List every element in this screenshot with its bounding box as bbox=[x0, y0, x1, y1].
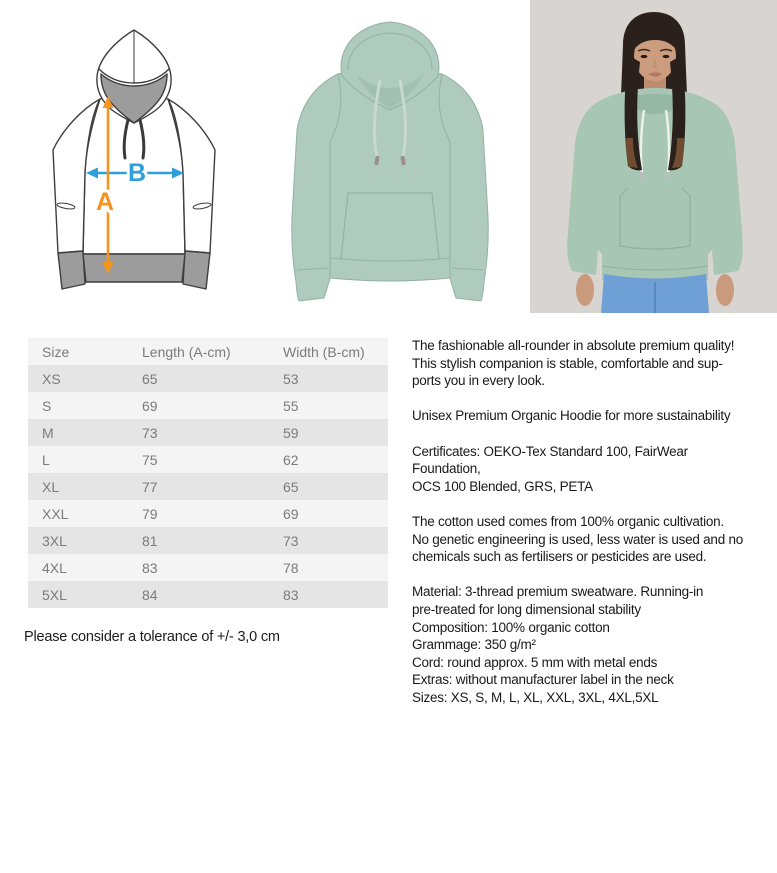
width-cell: 83 bbox=[283, 586, 299, 603]
length-cell: 73 bbox=[142, 424, 158, 441]
table-row bbox=[28, 419, 388, 446]
size-table bbox=[28, 338, 388, 608]
length-cell: 75 bbox=[142, 451, 158, 468]
table-row bbox=[28, 581, 388, 608]
length-cell: 77 bbox=[142, 478, 158, 495]
description-line: Extras: without manufacturer label in the neck bbox=[412, 672, 674, 688]
length-cell: 79 bbox=[142, 505, 158, 522]
length-cell: 81 bbox=[142, 532, 158, 549]
description-line: Grammage: 350 g/m² bbox=[412, 637, 536, 653]
description-line: ports you in every look. bbox=[412, 373, 545, 389]
column-header-size: Size bbox=[42, 343, 70, 360]
description-line: Certificates: OEKO-Tex Standard 100, FairWear Foundation, bbox=[412, 443, 688, 477]
description-line: Sizes: XS, S, M, L, XL, XXL, 3XL, 4XL,5XL bbox=[412, 689, 659, 705]
width-cell: 62 bbox=[283, 451, 299, 468]
tolerance-note: Please consider a tolerance of +/- 3,0 cm bbox=[24, 629, 280, 645]
table-row bbox=[28, 365, 388, 392]
length-cell: 69 bbox=[142, 397, 158, 414]
column-header-width: Width (B-cm) bbox=[283, 343, 365, 360]
width-cell: 55 bbox=[283, 397, 299, 414]
description-line: Material: 3-thread premium sweatware. Running-in bbox=[412, 584, 704, 600]
table-row bbox=[28, 527, 388, 554]
width-cell: 78 bbox=[283, 559, 299, 576]
size-cell: 5XL bbox=[42, 586, 67, 603]
width-cell: 65 bbox=[283, 478, 299, 495]
table-row bbox=[28, 554, 388, 581]
hoodie-measurement-diagram bbox=[38, 14, 234, 300]
description-line: The fashionable all-rounder in absolute premium quality! bbox=[412, 338, 735, 353]
length-cell: 84 bbox=[142, 586, 158, 603]
size-cell: M bbox=[42, 424, 54, 441]
size-cell: L bbox=[42, 451, 50, 468]
length-cell: 83 bbox=[142, 559, 158, 576]
size-cell: XL bbox=[42, 478, 60, 495]
description-line: OCS 100 Blended, GRS, PETA bbox=[412, 478, 593, 494]
description-line: Cord: round approx. 5 mm with metal ends bbox=[412, 654, 658, 670]
description-paragraph bbox=[412, 407, 747, 425]
length-label: A bbox=[95, 188, 115, 216]
width-cell: 59 bbox=[283, 424, 299, 441]
product-description bbox=[412, 337, 747, 706]
size-cell: XS bbox=[42, 370, 61, 387]
description-line: Composition: 100% organic cotton bbox=[412, 619, 610, 635]
table-row bbox=[28, 500, 388, 527]
table-row bbox=[28, 392, 388, 419]
width-cell: 73 bbox=[283, 532, 299, 549]
description-line: pre-treated for long dimensional stability bbox=[412, 601, 641, 617]
description-paragraph bbox=[412, 513, 747, 566]
size-table-header-row bbox=[28, 338, 388, 365]
description-paragraph bbox=[412, 337, 747, 390]
description-line: The cotton used comes from 100% organic cultivation. bbox=[412, 513, 724, 529]
size-cell: 3XL bbox=[42, 532, 67, 549]
description-paragraph bbox=[412, 443, 747, 496]
size-cell: XXL bbox=[42, 505, 69, 522]
width-cell: 69 bbox=[283, 505, 299, 522]
description-line: This stylish companion is stable, comfortable and sup- bbox=[412, 355, 723, 371]
size-cell: 4XL bbox=[42, 559, 67, 576]
column-header-length: Length (A-cm) bbox=[142, 343, 231, 360]
product-photo-flat bbox=[268, 12, 512, 307]
model-photo bbox=[530, 0, 777, 313]
table-row bbox=[28, 446, 388, 473]
width-label: B bbox=[127, 159, 147, 187]
flat-hoodie bbox=[292, 22, 489, 301]
length-cell: 65 bbox=[142, 370, 158, 387]
size-cell: S bbox=[42, 397, 52, 414]
table-row bbox=[28, 473, 388, 500]
width-cell: 53 bbox=[283, 370, 299, 387]
description-paragraph bbox=[412, 583, 747, 706]
description-line: No genetic engineering is used, less water is used and no bbox=[412, 531, 743, 547]
description-line: Unisex Premium Organic Hoodie for more sustainability bbox=[412, 408, 731, 424]
description-line: chemicals such as fertilisers or pesticides are used. bbox=[412, 549, 707, 565]
